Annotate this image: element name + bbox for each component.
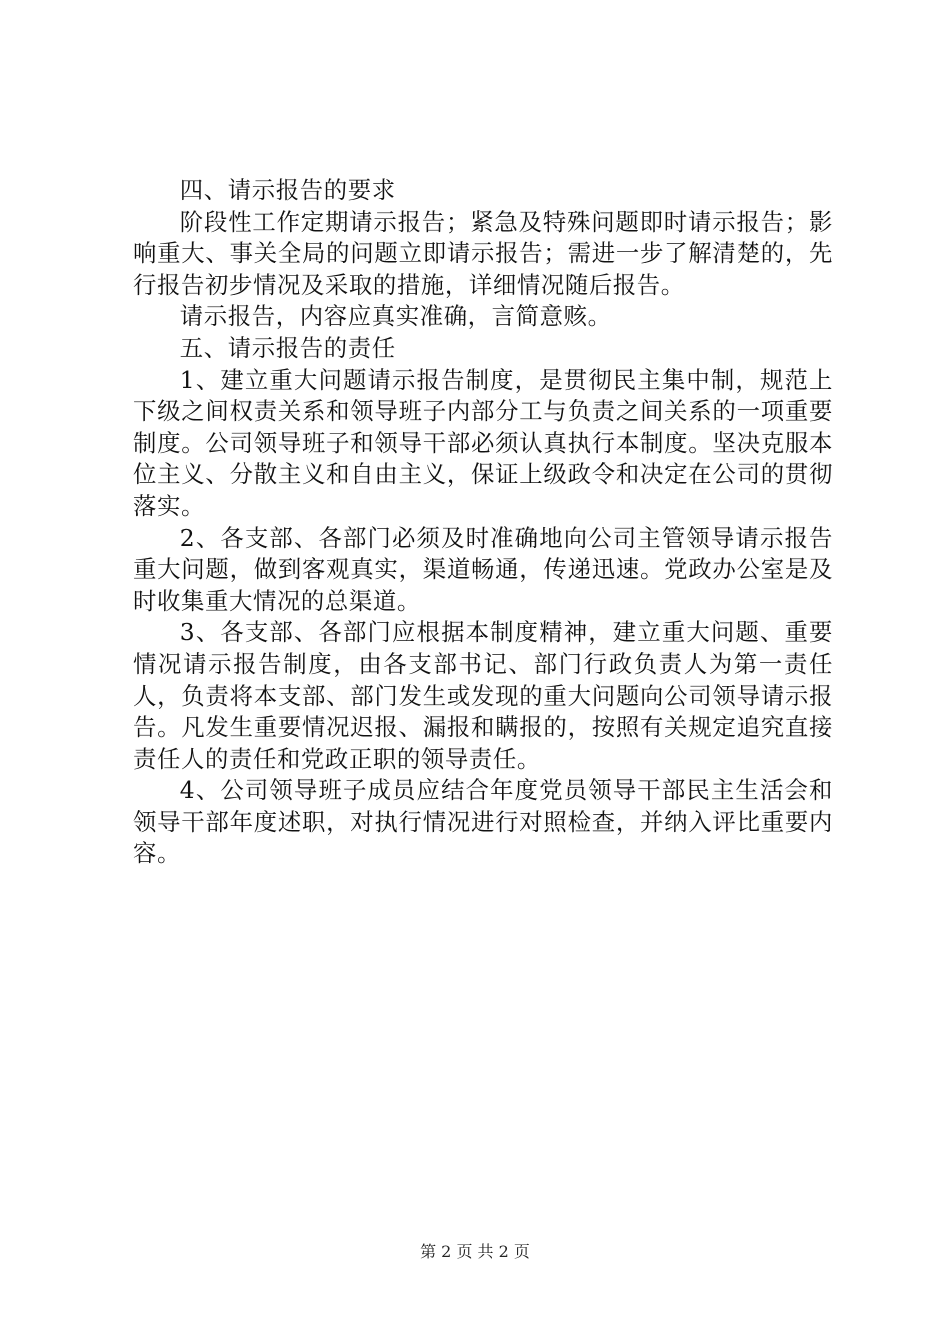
- paragraph: 3、各支部、各部门应根据本制度精神，建立重大问题、重要情况请示报告制度，由各支部书记、部门行政负责人为第一责任人，负责将本支部、部门发生或发现的重大问题向公司领导请示报告。凡发生重要情况迟报、漏报和瞒报的，按照有关规定追究直接责任人的责任和党政正职的领导责任。: [133, 618, 833, 773]
- section-heading-responsibility: 五、请示报告的责任: [179, 333, 396, 362]
- paragraph: 4、公司领导班子成员应结合年度党员领导干部民主生活会和领导干部年度述职，对执行情况进行对照检查，并纳入评比重要内容。: [133, 776, 833, 868]
- paragraph: 2、各支部、各部门必须及时准确地向公司主管领导请示报告重大问题，做到客观真实，渠道畅通，传递迅速。党政办公室是及时收集重大情况的总渠道。: [133, 523, 833, 615]
- paragraph: 请示报告，内容应真实准确，言简意赅。: [179, 302, 612, 331]
- section-heading-requirements: 四、请示报告的要求: [179, 176, 396, 204]
- paragraph: 1、建立重大问题请示报告制度，是贯彻民主集中制，规范上下级之间权责关系和领导班子内部分工与负责之间关系的一项重要制度。公司领导班子和领导干部必须认真执行本制度。坚决克服本位主义、分散主义和自由主义，保证上级政令和决定在公司的贯彻落实。: [133, 365, 833, 520]
- document-body: [133, 175, 833, 870]
- paragraph: 阶段性工作定期请示报告；紧急及特殊问题即时请示报告；影响重大、事关全局的问题立即请示报告；需进一步了解清楚的，先行报告初步情况及采取的措施，详细情况随后报告。: [133, 207, 833, 299]
- page-number-footer: 第 2 页 共 2 页: [420, 1242, 530, 1261]
